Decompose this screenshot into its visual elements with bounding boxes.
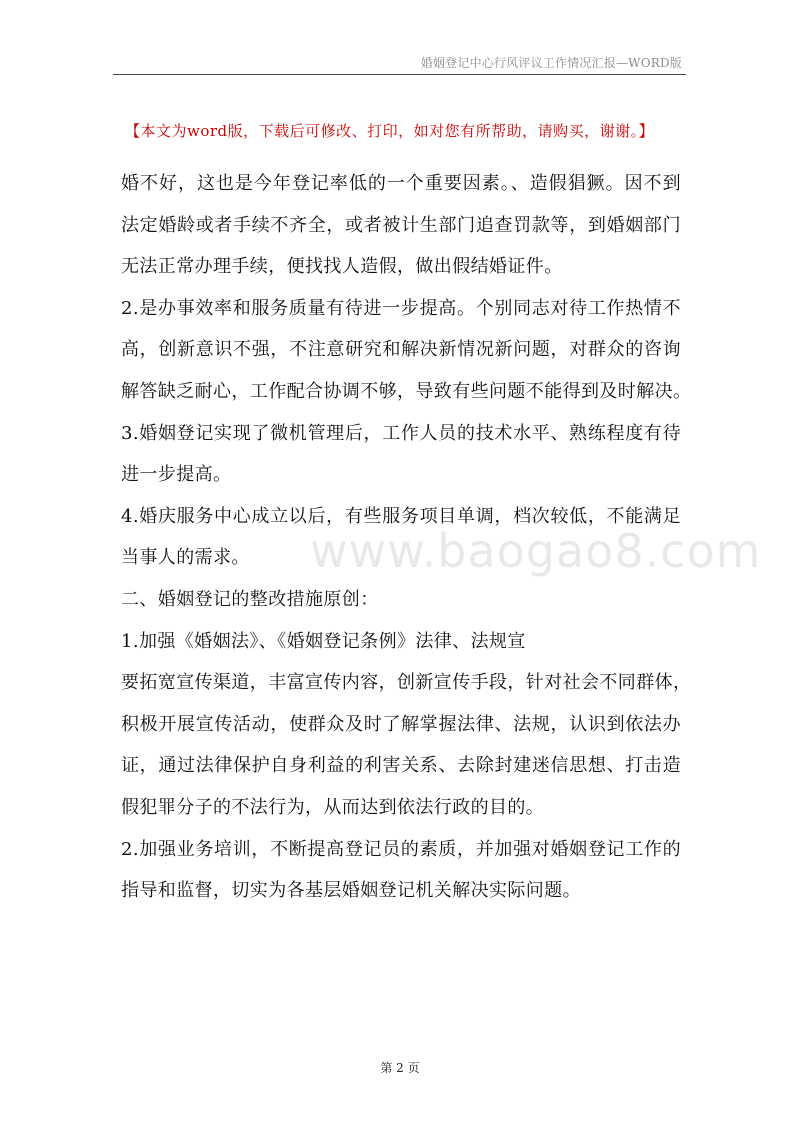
text-line: 要拓宽宣传渠道，丰富宣传内容，创新宣传手段，针对社会不同群体， bbox=[121, 672, 692, 694]
text-line: 证，通过法律保护自身利益的利害关系、去除封建迷信思想、打击造 bbox=[121, 755, 681, 777]
text-line: 婚不好，这也是今年登记率低的一个重要因素。、造假猖獗。因不到 bbox=[121, 173, 681, 194]
text-line: 当事人的需求。 bbox=[121, 547, 250, 569]
text-line: 指导和监督，切实为各基层婚姻登记机关解决实际问题。 bbox=[121, 880, 581, 902]
text-line: 高，创新意识不强，不注意研究和解决新情况新问题，对群众的咨询 bbox=[121, 339, 681, 361]
text-line: 1.加强《婚姻法》、《婚姻登记条例》法律、法规宣 bbox=[121, 630, 526, 652]
text-line: 解答缺乏耐心，工作配合协调不够，导致有些问题不能得到及时解决。 bbox=[121, 380, 692, 402]
text-line: 进一步提高。 bbox=[121, 464, 232, 486]
text-line: 无法正常办理手续，便找找人造假，做出假结婚证件。 bbox=[121, 256, 563, 278]
header-title: 婚姻登记中心行风评议工作情况汇报—WORD版 bbox=[420, 56, 682, 70]
text-line: 假犯罪分子的不法行为，从而达到依法行政的目的。 bbox=[121, 796, 545, 818]
text-line: 2.加强业务培训，不断提高登记员的素质，并加强对婚姻登记工作的 bbox=[121, 838, 681, 860]
header-divider bbox=[113, 74, 686, 75]
text-line: 4.婚庆服务中心成立以后，有些服务项目单调，档次较低，不能满足 bbox=[121, 505, 681, 527]
text-line: 3.婚姻登记实现了微机管理后，工作人员的技术水平、熟练程度有待 bbox=[121, 422, 681, 444]
page-number: 第 2 页 bbox=[380, 1061, 420, 1075]
text-line: 积极开展宣传活动，使群众及时了解掌握法律、法规，认识到依法办 bbox=[121, 713, 681, 735]
download-notice: 【本文为word版，下载后可修改、打印，如对您有所帮助，请购买，谢谢。】 bbox=[125, 122, 655, 140]
section-heading: 二、婚姻登记的整改措施原创： bbox=[121, 588, 379, 610]
text-line: 法定婚龄或者手续不齐全，或者被计生部门追查罚款等，到婚姻部门 bbox=[121, 214, 681, 236]
text-line: 2.是办事效率和服务质量有待进一步提高。个别同志对待工作热情不 bbox=[121, 297, 681, 319]
watermark: www.baogao8.com bbox=[310, 524, 762, 578]
